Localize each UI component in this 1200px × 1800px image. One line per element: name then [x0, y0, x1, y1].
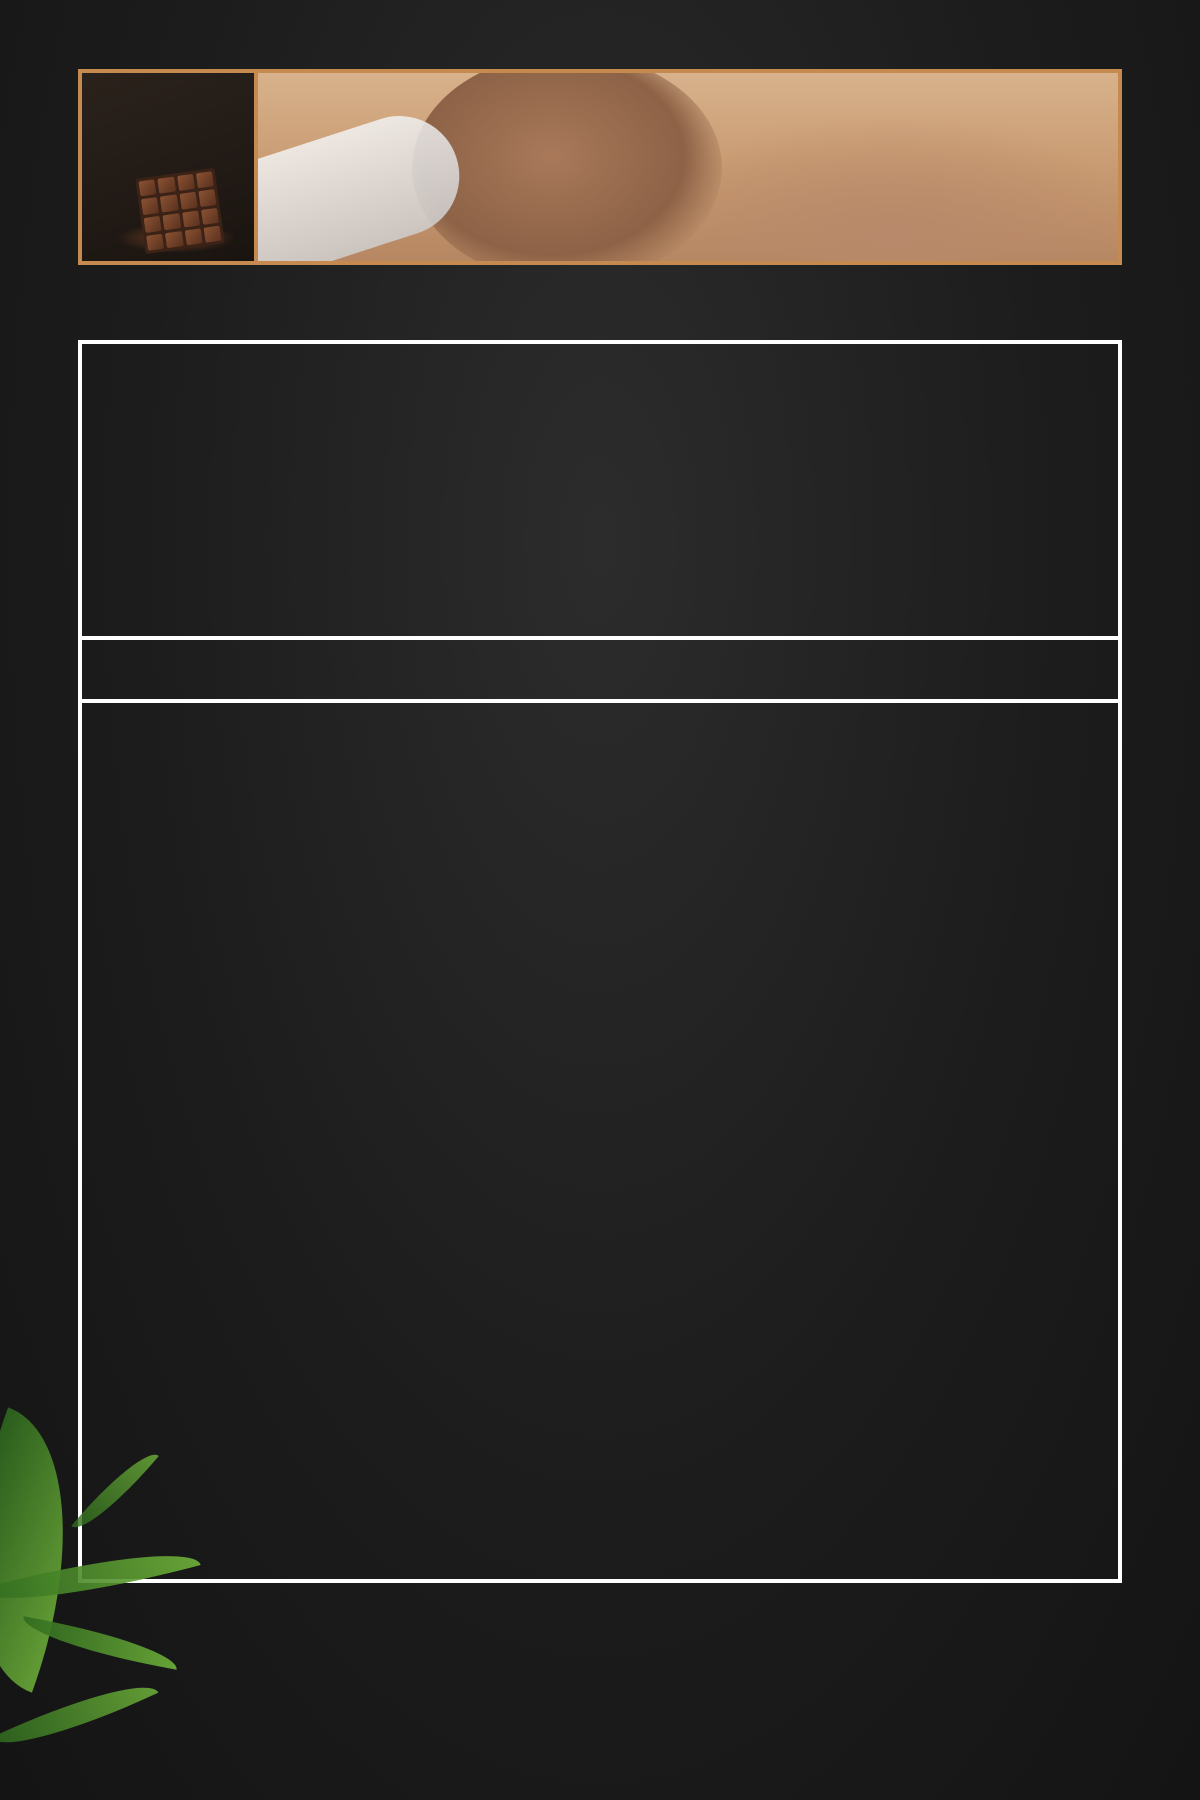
nutrition-table	[78, 340, 1122, 1583]
page-title	[78, 284, 1138, 321]
flavor-banner	[78, 69, 1122, 265]
chocolate-bar-icon	[135, 168, 225, 254]
section-divider	[82, 636, 1118, 640]
flavor-badge	[82, 73, 258, 261]
section-divider	[82, 699, 1118, 703]
